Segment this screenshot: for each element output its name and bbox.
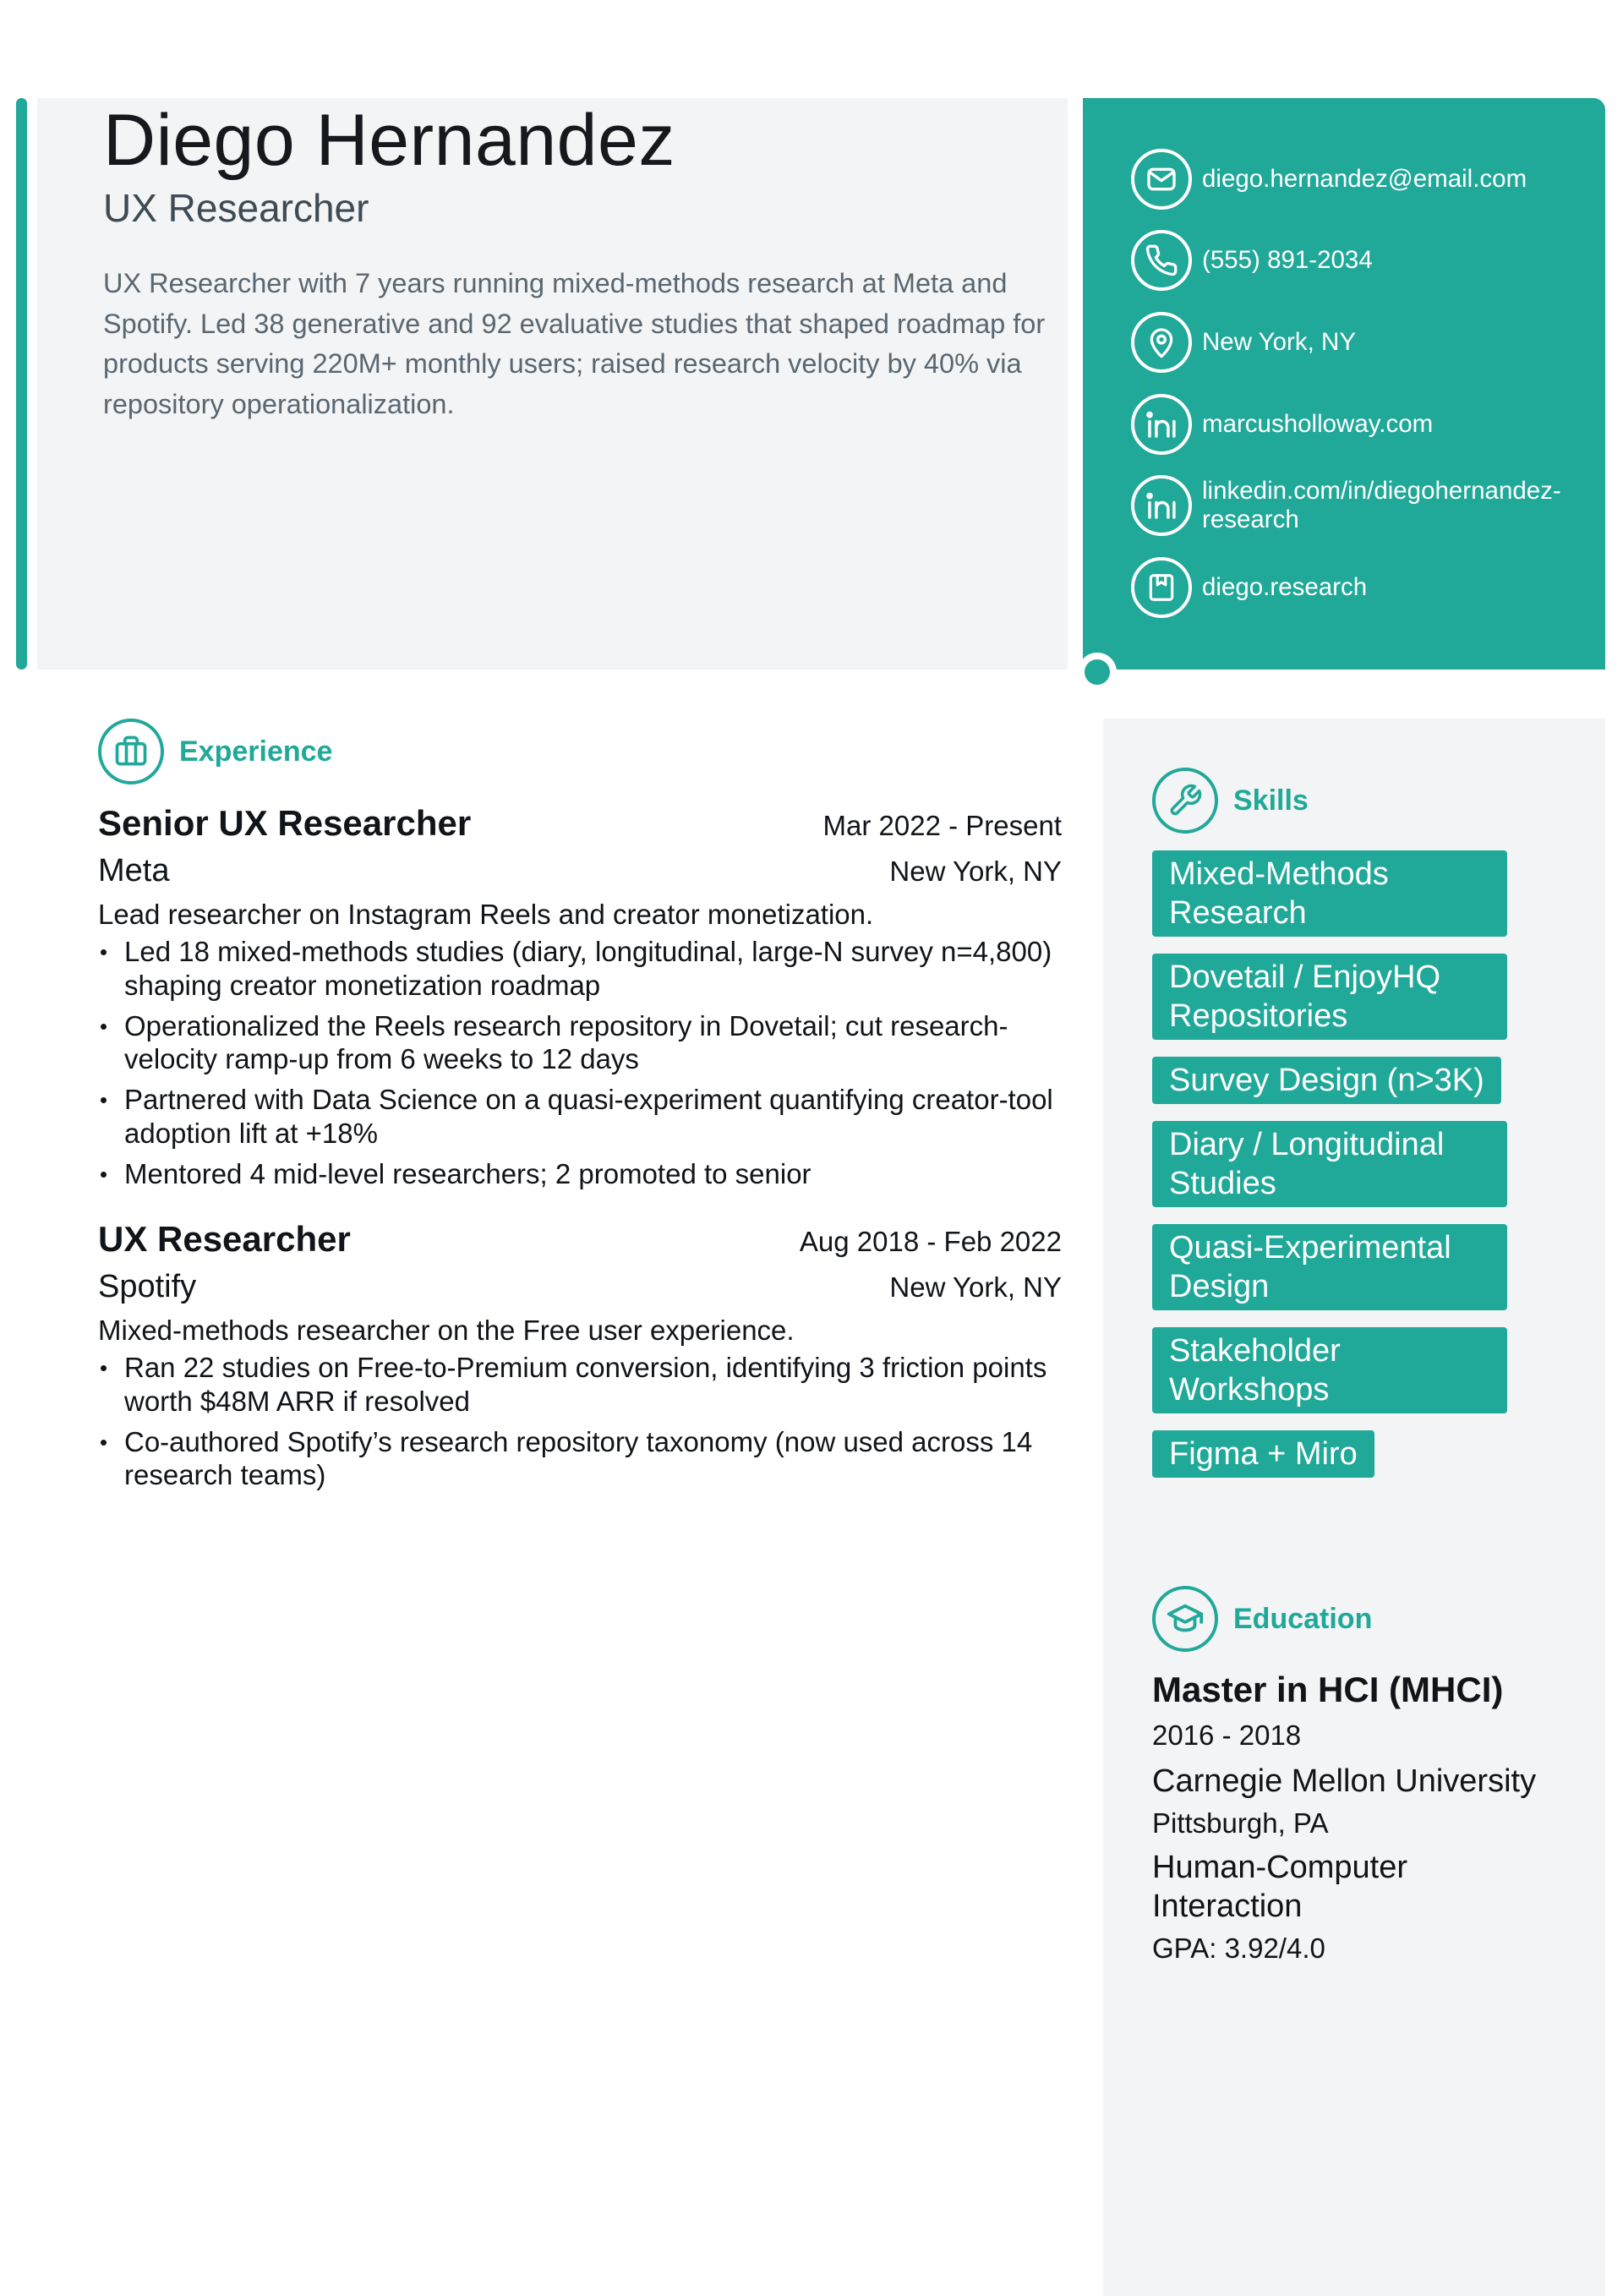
mail-icon: [1131, 149, 1192, 210]
contact-location: [1131, 312, 1566, 373]
graduation-cap-icon: [1152, 1586, 1218, 1652]
job-bullet: Ran 22 studies on Free-to-Premium conversion, identifying 3 friction points worth $48M ARR if resolved: [98, 1351, 1062, 1418]
contact-email-text: diego.hernandez@email.com: [1202, 165, 1527, 193]
job-bullets: [98, 1351, 1062, 1492]
education-gpa: GPA: 3.92/4.0: [1152, 1932, 1325, 1964]
contact-email[interactable]: [1131, 149, 1566, 210]
education-years: 2016 - 2018: [1152, 1719, 1302, 1751]
job-company: Spotify: [98, 1269, 197, 1304]
briefcase-icon: [98, 719, 164, 784]
accent-bar: [16, 98, 27, 670]
contact-website[interactable]: [1131, 394, 1566, 455]
contact-phone-text: (555) 891-2034: [1202, 246, 1373, 274]
education-heading-label: Education: [1233, 1602, 1373, 1635]
education-location: Pittsburgh, PA: [1152, 1807, 1329, 1839]
skills-list: [1152, 850, 1524, 1478]
phone-icon: [1131, 230, 1192, 291]
contact-linkedin[interactable]: [1131, 475, 1566, 536]
contact-linkedin-text: linkedin.com/in/diegohernandez-research: [1202, 477, 1561, 533]
wrench-icon: [1152, 768, 1218, 834]
contact-phone[interactable]: [1131, 230, 1566, 291]
skill-chip: Dovetail / EnjoyHQ Repositories: [1152, 954, 1507, 1040]
linkedin-icon: [1131, 475, 1192, 536]
skill-chip: Figma + Miro: [1152, 1430, 1374, 1478]
experience-heading-label: Experience: [179, 735, 333, 768]
education-field: Human-Computer Interaction: [1152, 1850, 1407, 1924]
education-school: Carnegie Mellon University: [1152, 1763, 1537, 1799]
education-heading: [1152, 1586, 1372, 1652]
job-entry: [98, 800, 1062, 1198]
skill-chip: Quasi-Experimental Design: [1152, 1224, 1507, 1310]
contact-portfolio[interactable]: [1131, 557, 1566, 618]
skills-heading-label: Skills: [1233, 784, 1309, 817]
profile-summary: UX Researcher with 7 years running mixed-methods research at Meta and Spotify. Led 38 generative and 92 evaluative studies that shaped roadmap for products serving 220M+ monthly users; raised research velocity by 40% via repository operationalization.: [103, 268, 1046, 419]
contact-website-text: marcusholloway.com: [1202, 410, 1434, 438]
skill-chip: Stakeholder Workshops: [1152, 1327, 1507, 1413]
job-location: New York, NY: [889, 1271, 1062, 1303]
experience-heading: [98, 719, 332, 784]
contact-portfolio-text: diego.research: [1202, 573, 1368, 601]
skill-chip: Mixed-Methods Research: [1152, 850, 1507, 937]
bookmark-icon: [1131, 557, 1192, 618]
linkedin-icon: [1131, 394, 1192, 455]
candidate-name: Diego Hernandez: [103, 100, 675, 181]
job-bullets: [98, 935, 1062, 1190]
job-role: UX Researcher: [98, 1219, 351, 1259]
job-bullet: Mentored 4 mid-level researchers; 2 promoted to senior: [98, 1157, 1062, 1191]
job-dates: Mar 2022 - Present: [822, 810, 1062, 841]
job-bullet: Co-authored Spotify’s research repository taxonomy (now used across 14 research teams): [98, 1425, 1062, 1492]
job-dates: Aug 2018 - Feb 2022: [799, 1226, 1062, 1257]
education-degree: Master in HCI (MHCI): [1152, 1670, 1504, 1709]
job-role: Senior UX Researcher: [98, 803, 472, 843]
job-bullet: Operationalized the Reels research repository in Dovetail; cut research-velocity ramp-up from 6 weeks to 12 days: [98, 1009, 1062, 1076]
job-description: Lead researcher on Instagram Reels and creator monetization.: [98, 899, 874, 930]
candidate-title: UX Researcher: [103, 186, 369, 230]
job-description: Mixed-methods researcher on the Free user experience.: [98, 1315, 795, 1346]
job-entry: [98, 1216, 1062, 1499]
job-company: Meta: [98, 853, 170, 888]
contact-location-text: New York, NY: [1202, 328, 1356, 356]
job-location: New York, NY: [889, 856, 1062, 887]
job-bullet: Led 18 mixed-methods studies (diary, longitudinal, large-N survey n=4,800) shaping creator monetization roadmap: [98, 935, 1062, 1002]
skill-chip: Survey Design (n>3K): [1152, 1057, 1501, 1104]
skill-chip: Diary / Longitudinal Studies: [1152, 1121, 1507, 1207]
skills-heading: [1152, 768, 1309, 834]
education-entry: [1152, 1665, 1558, 1970]
job-bullet: Partnered with Data Science on a quasi-experiment quantifying creator-tool adoption lift at +18%: [98, 1083, 1062, 1150]
decorative-dot: [1078, 653, 1117, 692]
map-pin-icon: [1131, 312, 1192, 373]
